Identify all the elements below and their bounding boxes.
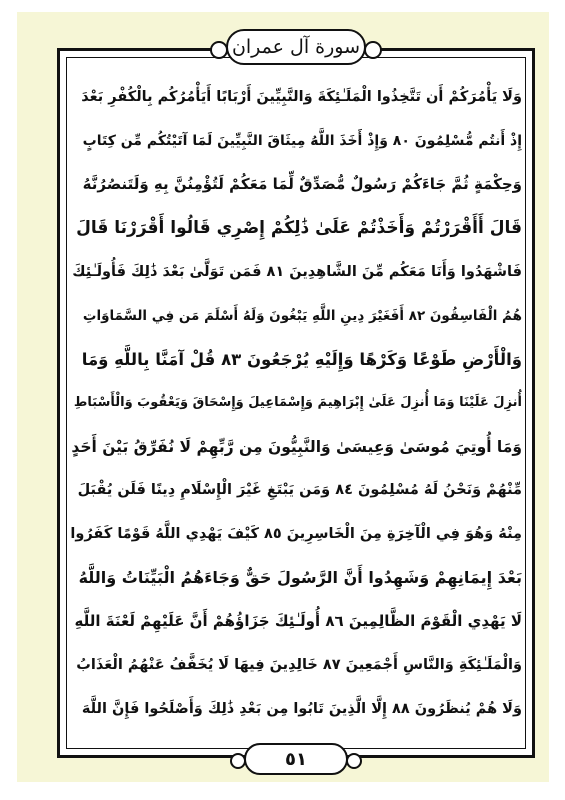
text-line: أُنزِلَ عَلَيْنَا وَمَا أُنزِلَ عَلَىٰ إِبْرَاهِيمَ وَإِسْمَاعِيلَ وَإِسْحَاقَ وَيَعْقُوبَ وَالْأَسْبَاطِ (73, 395, 522, 411)
text-line: قَالَ أَأَقْرَرْتُمْ وَأَخَذْتُمْ عَلَىٰ ذَٰلِكُمْ إِصْرِي قَالُوا أَقْرَرْنَا قَالَ (76, 218, 522, 239)
page-number: ٥١ (285, 748, 307, 770)
verse-lines (70, 77, 522, 729)
text-line: وَحِكْمَةٍ ثُمَّ جَاءَكُمْ رَسُولٌ مُّصَدِّقٌ لِّمَا مَعَكُمْ لَتُؤْمِنُنَّ بِهِ وَلَتَنصُرُنَّهُ (82, 175, 522, 194)
text-line: وَلَا يَأْمُرَكُمْ أَن تَتَّخِذُوا الْمَلَـٰئِكَةَ وَالنَّبِيِّينَ أَرْبَابًا أَيَأْمُرُكُم بِالْكُفْرِ بَعْدَ (81, 89, 522, 105)
text-line: لَا يَهْدِي الْقَوْمَ الظَّالِمِينَ ٨٦ أُولَـٰئِكَ جَزَاؤُهُمْ أَنَّ عَلَيْهِمْ لَعْنَةَ اللَّهِ (74, 612, 522, 631)
text-line: بَعْدَ إِيمَانِهِمْ وَشَهِدُوا أَنَّ الرَّسُولَ حَقٌّ وَجَاءَهُمُ الْبَيِّنَاتُ وَاللَّهُ (78, 568, 522, 588)
page-background (17, 12, 549, 782)
text-line: وَالْمَلَـٰئِكَةِ وَالنَّاسِ أَجْمَعِينَ ٨٧ خَالِدِينَ فِيهَا لَا يُخَفَّفُ عَنْهُمُ الْعَذَابُ (76, 657, 522, 674)
text-line: وَالْأَرْضِ طَوْعًا وَكَرْهًا وَإِلَيْهِ يُرْجَعُونَ ٨٣ قُلْ آمَنَّا بِاللَّهِ وَمَا (81, 349, 522, 369)
text-frame (57, 36, 535, 770)
page-number-cartouche (244, 743, 348, 775)
text-line: إِذْ أَنتُم مُّسْلِمُونَ ٨٠ وَإِذْ أَخَذَ اللَّهُ مِيثَاقَ النَّبِيِّينَ لَمَا آتَيْتُكُم مِّن كِتَابٍ (82, 132, 522, 149)
text-line: وَمَا أُوتِيَ مُوسَىٰ وَعِيسَىٰ وَالنَّبِيُّونَ مِن رَّبِّهِمْ لَا نُفَرِّقُ بَيْنَ أَحَدٍ (71, 437, 522, 456)
text-line: هُمُ الْفَاسِقُونَ ٨٢ أَفَغَيْرَ دِينِ اللَّهِ يَبْغُونَ وَلَهُ أَسْلَمَ مَن فِي السَّمَاوَاتِ (82, 307, 522, 324)
text-line: مِنْهُ وَهُوَ فِي الْآخِرَةِ مِنَ الْخَاسِرِينَ ٨٥ كَيْفَ يَهْدِي اللَّهُ قَوْمًا كَفَرُوا (70, 526, 522, 543)
text-line: مِّنْهُمْ وَنَحْنُ لَهُ مُسْلِمُونَ ٨٤ وَمَن يَبْتَغِ غَيْرَ الْإِسْلَامِ دِينًا فَلَن يُقْبَلَ (77, 482, 522, 499)
surah-title: سورة آل عمران (231, 36, 361, 58)
surah-title-cartouche (226, 29, 366, 65)
text-line: وَلَا هُمْ يُنظَرُونَ ٨٨ إِلَّا الَّذِينَ تَابُوا مِن بَعْدِ ذَٰلِكَ وَأَصْلَحُوا فَإِنَّ اللَّهَ (81, 700, 522, 717)
text-line: فَاشْهَدُوا وَأَنَا مَعَكُم مِّنَ الشَّاهِدِينَ ٨١ فَمَن تَوَلَّىٰ بَعْدَ ذَٰلِكَ فَأُولَـٰئِكَ (72, 263, 522, 280)
